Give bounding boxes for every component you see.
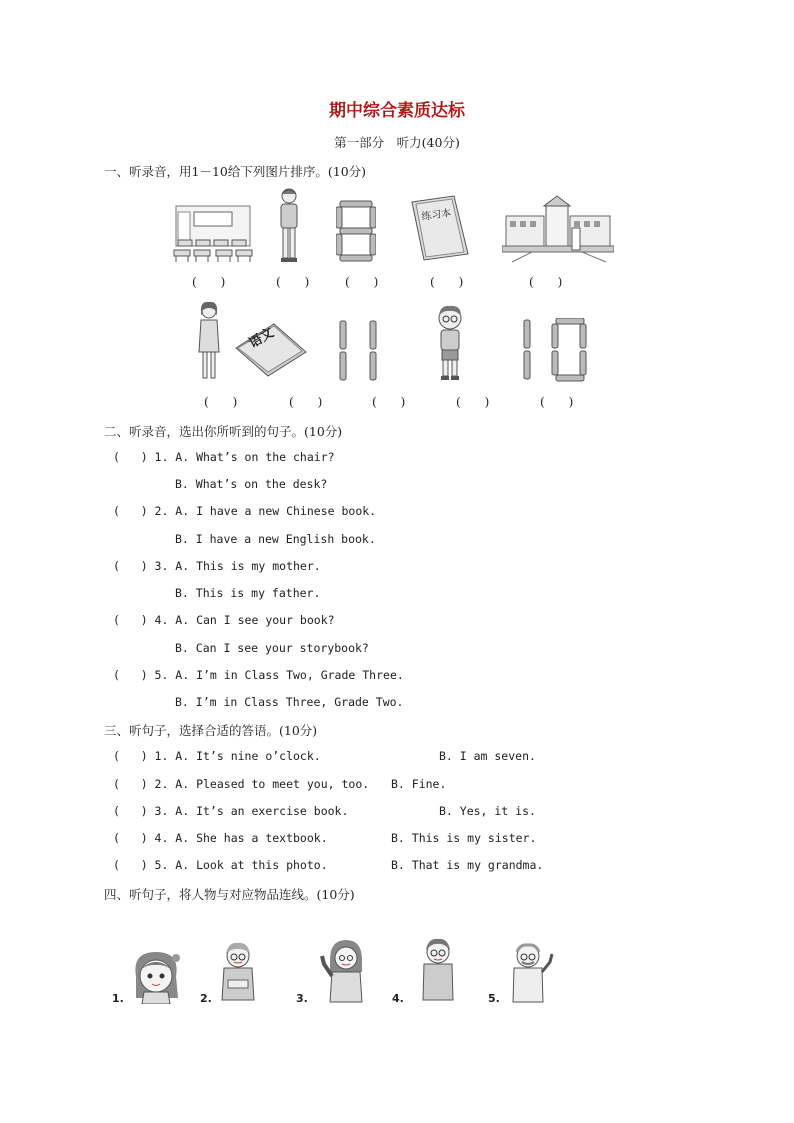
blank-1-3[interactable]: ( ) — [345, 275, 379, 289]
exercise-book-icon — [408, 194, 470, 264]
man-icon — [418, 936, 458, 1002]
s2-q4-option-a: ( ) 4. A. Can I see your book? — [113, 613, 335, 627]
blank-1-2[interactable]: ( ) — [276, 275, 310, 289]
blank-2-4[interactable]: ( ) — [456, 395, 490, 409]
girl-icon — [130, 946, 184, 1004]
person-number-3: 3. — [296, 992, 308, 1005]
blank-2-2[interactable]: ( ) — [289, 395, 323, 409]
person-number-1: 1. — [112, 992, 124, 1005]
s3-q5-option-a: ( ) 5. A. Look at this photo. — [113, 858, 328, 872]
woman-icon — [196, 300, 224, 382]
chinese-book-icon — [234, 320, 308, 380]
s3-q4-option-b: B. This is my sister. — [391, 831, 537, 845]
s2-q4-option-b: B. Can I see your storybook? — [175, 641, 369, 655]
s3-q1-option-a: ( ) 1. A. It’s nine o’clock. — [113, 749, 321, 763]
section3-heading: 三、听句子，选择合适的答语。(10分) — [104, 723, 318, 738]
s2-q2-option-a: ( ) 2. A. I have a new Chinese book. — [113, 504, 377, 518]
s2-q1-option-b: B. What’s on the desk? — [175, 477, 328, 491]
page-subtitle: 第一部分 听力(40分) — [334, 135, 460, 150]
woman-waving-icon — [320, 938, 368, 1004]
man-with-glasses-icon — [276, 186, 302, 264]
s3-q5-option-b: B. That is my grandma. — [391, 858, 544, 872]
s2-q5-option-b: B. I’m in Class Three, Grade Two. — [175, 695, 404, 709]
s2-q3-option-b: B. This is my father. — [175, 586, 321, 600]
blank-1-4[interactable]: ( ) — [430, 275, 464, 289]
s2-q1-option-a: ( ) 1. A. What’s on the chair? — [113, 450, 335, 464]
s2-q2-option-b: B. I have a new English book. — [175, 532, 376, 546]
exercise-book-label: 练习本 — [420, 207, 453, 223]
page-title: 期中综合素质达标 — [329, 101, 465, 121]
s3-q2-option-b: B. Fine. — [391, 777, 447, 791]
s3-q1-option-b: B. I am seven. — [439, 749, 536, 763]
digit-8-icon — [336, 200, 376, 262]
school-building-icon — [502, 194, 614, 264]
s3-q2-option-a: ( ) 2. A. Pleased to meet you, too. — [113, 777, 370, 791]
grandma-icon — [218, 940, 258, 1004]
s3-q4-option-a: ( ) 4. A. She has a textbook. — [113, 831, 328, 845]
section4-heading: 四、听句子，将人物与对应物品连线。(10分) — [104, 887, 355, 902]
chinese-book-label: 语文 — [246, 325, 277, 352]
digit-11-icon — [338, 320, 380, 382]
s2-q3-option-a: ( ) 3. A. This is my mother. — [113, 559, 321, 573]
grandpa-icon — [508, 940, 558, 1004]
blank-2-5[interactable]: ( ) — [540, 395, 574, 409]
s2-q5-option-a: ( ) 5. A. I’m in Class Two, Grade Three. — [113, 668, 404, 682]
blank-1-1[interactable]: ( ) — [192, 275, 226, 289]
person-number-4: 4. — [392, 992, 404, 1005]
blank-2-1[interactable]: ( ) — [204, 395, 238, 409]
blank-1-5[interactable]: ( ) — [529, 275, 563, 289]
s3-q3-option-a: ( ) 3. A. It’s an exercise book. — [113, 804, 349, 818]
person-number-2: 2. — [200, 992, 212, 1005]
section1-heading: 一、听录音，用1－10给下列图片排序。(10分) — [104, 164, 367, 179]
boy-with-glasses-icon — [432, 302, 468, 382]
section2-heading: 二、听录音，选出你所听到的句子。(10分) — [104, 424, 343, 439]
person-number-5: 5. — [488, 992, 500, 1005]
blank-2-3[interactable]: ( ) — [372, 395, 406, 409]
s3-q3-option-b: B. Yes, it is. — [439, 804, 536, 818]
classroom-icon — [172, 198, 254, 264]
digit-10-icon — [522, 318, 590, 382]
